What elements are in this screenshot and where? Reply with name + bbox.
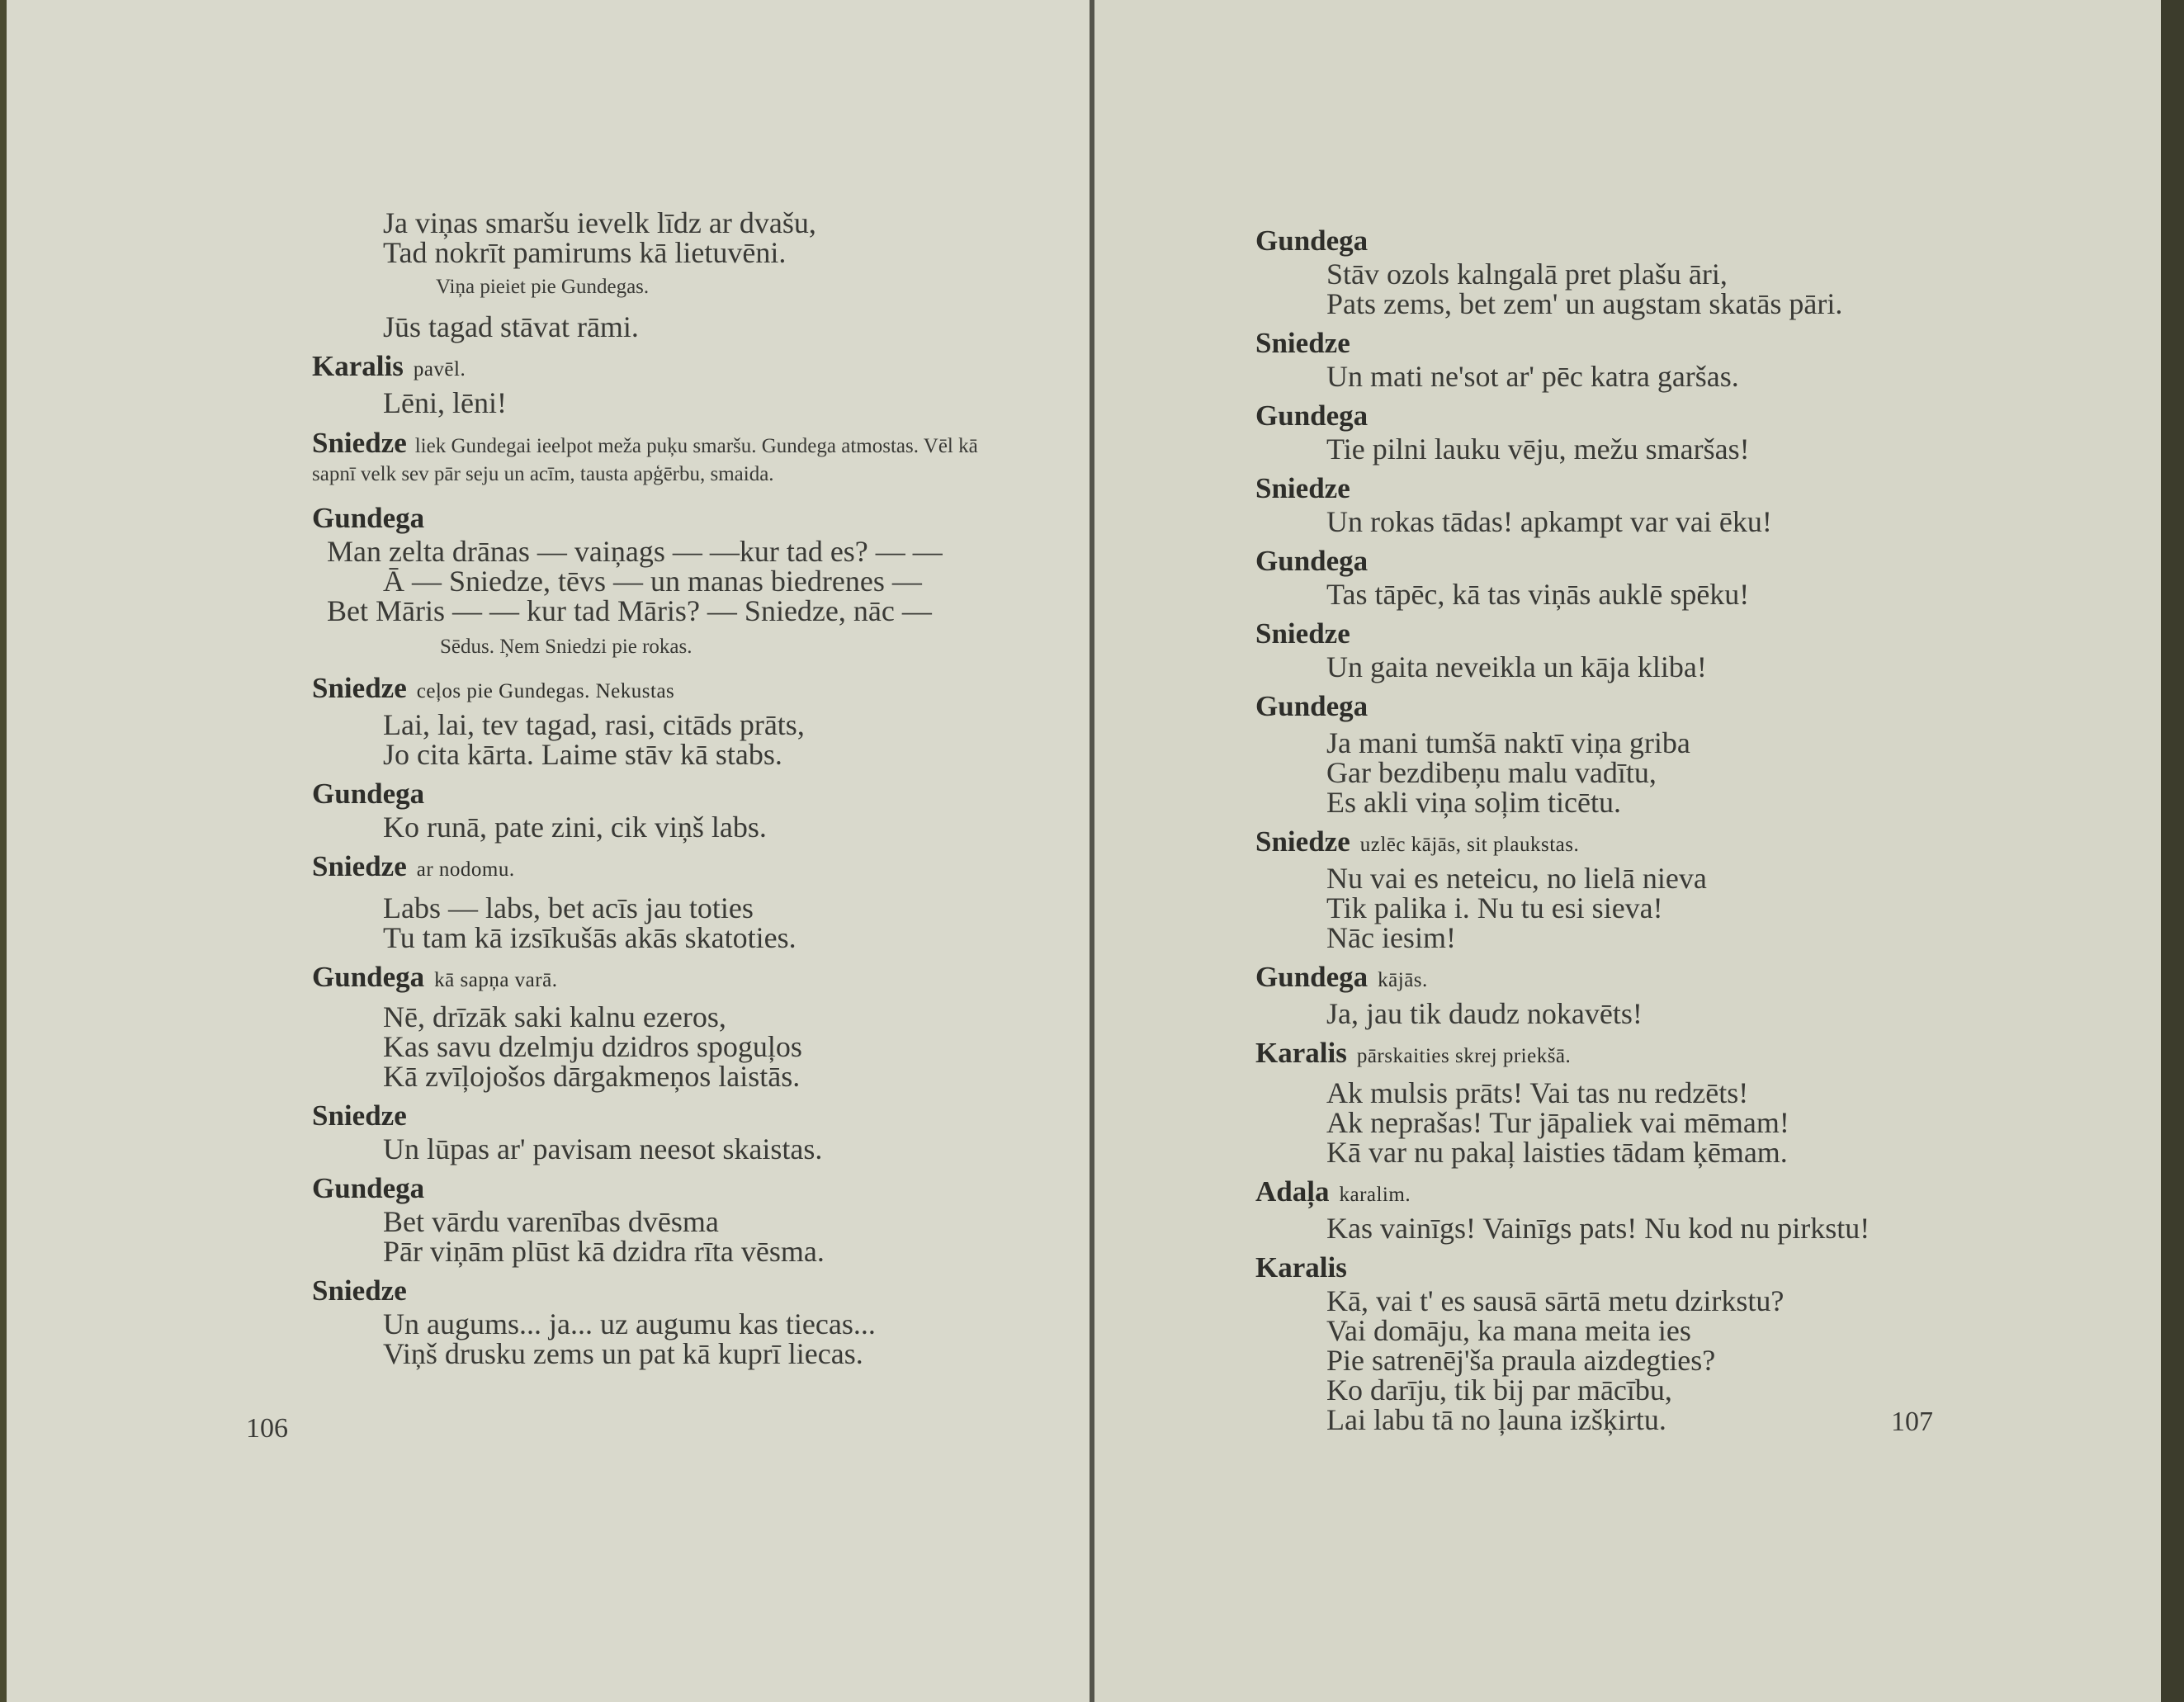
speaker-name: Gundega xyxy=(312,502,425,534)
verse-line: Nu vai es neteicu, no lielā nieva xyxy=(1326,862,1707,895)
verse-line: Vai domāju, ka mana meita ies xyxy=(1326,1314,1691,1347)
speaker-gundega xyxy=(312,1170,1022,1207)
verse-line: Pats zems, bet zem' un augstam skatās pāri. xyxy=(1326,287,1843,320)
verse-line: Kas vainīgs! Vainīgs pats! Nu kod nu pirkstu! xyxy=(1326,1212,1870,1245)
speaker-direction: uzlēc kājās, sit plaukstas. xyxy=(1359,834,1580,856)
speaker-sniedze xyxy=(312,1273,1022,1309)
verse-line: Un gaita neveikla un kāja kliba! xyxy=(1326,650,1707,683)
speaker-name: Sniedze xyxy=(1255,617,1350,650)
speaker-sniedze xyxy=(312,1098,1022,1134)
speaker-name: Sniedze xyxy=(312,427,407,459)
right-page xyxy=(1094,0,2174,1702)
left-page xyxy=(0,0,1090,1702)
speaker-name: Gundega xyxy=(1255,961,1369,993)
verse-line: Ja mani tumšā naktī viņa griba xyxy=(1326,726,1690,759)
verse-line: Kā, vai t' es sausā sārtā metu dzirkstu? xyxy=(1326,1284,1785,1317)
speaker-adala xyxy=(1255,1174,2163,1213)
verse-line: Tu tam kā izsīkušās akās skatoties. xyxy=(383,921,797,954)
right-page-text xyxy=(1255,216,2163,1435)
verse-line: Pie satrenēj'ša praula aizdegties? xyxy=(1326,1344,1716,1377)
speaker-sniedze xyxy=(1255,470,2163,507)
speaker-sniedze xyxy=(312,849,1022,888)
verse-line: Ja, jau tik daudz nokavēts! xyxy=(1326,997,1643,1030)
verse-line: Tik palika i. Nu tu esi sieva! xyxy=(1326,891,1663,924)
speaker-name: Sniedze xyxy=(1255,472,1350,504)
verse-line: Kā zvīļojošos dārgakmeņos laistās. xyxy=(383,1060,801,1093)
verse-line: Es akli viņa soļim ticētu. xyxy=(1326,786,1621,819)
verse-line: Viņš drusku zems un pat kā kuprī liecas. xyxy=(383,1337,863,1370)
verse-line: Nē, drīzāk saki kalnu ezeros, xyxy=(383,1000,726,1033)
verse-line: Jo cita kārta. Laime stāv kā stabs. xyxy=(383,738,782,771)
stage-direction-block xyxy=(312,429,1022,489)
speaker-direction: karalim. xyxy=(1339,1184,1411,1206)
speaker-name: Gundega xyxy=(1255,225,1369,257)
speaker-sniedze xyxy=(1255,824,2163,863)
speaker-name: Sniedze xyxy=(312,1099,407,1132)
speaker-name: Gundega xyxy=(312,1172,425,1204)
speaker-name: Sniedze xyxy=(312,672,407,704)
verse-line: Lēni, lēni! xyxy=(383,386,507,419)
stage-direction: liek Gundegai ieelpot meža puķu smaršu. Gundega atmostas. Vēl kā sapnī velk sev pār seju un acīm, tausta apģērbu, smaida. xyxy=(312,435,978,485)
speaker-gundega xyxy=(1255,543,2163,579)
speaker-name: Karalis xyxy=(1255,1251,1347,1284)
verse-line: Bet Māris — — kur tad Māris? — Sniedze, nāc — xyxy=(327,594,932,627)
verse-line: Tie pilni lauku vēju, mežu smaršas! xyxy=(1326,433,1750,466)
verse-line: Lai, lai, tev tagad, rasi, citāds prāts, xyxy=(383,708,805,741)
speaker-direction: kājās. xyxy=(1378,969,1428,991)
page-number: 107 xyxy=(1891,1407,1933,1437)
verse-line: Labs — labs, bet acīs jau toties xyxy=(383,891,754,924)
speaker-name: Sniedze xyxy=(312,1274,407,1307)
verse-line: Ja viņas smaršu ievelk līdz ar dvašu, xyxy=(383,206,816,239)
verse-line: Ak mulsis prāts! Vai tas nu redzēts! xyxy=(1326,1076,1749,1109)
speaker-gundega xyxy=(312,959,1022,999)
speaker-name: Sniedze xyxy=(1255,327,1350,359)
verse-line: Un augums... ja... uz augumu kas tiecas... xyxy=(383,1307,876,1340)
speaker-name: Sniedze xyxy=(312,850,407,882)
speaker-direction: kā sapņa varā. xyxy=(434,969,558,991)
speaker-direction: ceļos pie Gundegas. Nekustas xyxy=(416,680,675,702)
verse-line: Man zelta drānas — vaiņags — —kur tad es? — — xyxy=(327,535,943,568)
speaker-name: Adaļa xyxy=(1255,1175,1330,1208)
verse-line: Stāv ozols kalngalā pret plašu āri, xyxy=(1326,258,1728,291)
speaker-name: Sniedze xyxy=(1255,825,1350,858)
speaker-direction: pārskaities skrej priekšā. xyxy=(1356,1045,1572,1067)
speaker-karalis xyxy=(1255,1035,2163,1075)
speaker-direction: ar nodomu. xyxy=(416,858,515,881)
verse-line: Jūs tagad stāvat rāmi. xyxy=(383,310,639,343)
verse-line: Nāc iesim! xyxy=(1326,921,1456,954)
verse-line: Ak neprašas! Tur jāpaliek vai mēmam! xyxy=(1326,1106,1789,1139)
page-number: 106 xyxy=(246,1413,288,1444)
speaker-name: Karalis xyxy=(1255,1037,1347,1069)
verse-line: Pār viņām plūst kā dzidra rīta vēsma. xyxy=(383,1235,825,1268)
speaker-karalis xyxy=(1255,1250,2163,1286)
verse-line: Ko runā, pate zini, cik viņš labs. xyxy=(383,811,767,844)
stage-direction: Sēdus. Ņem Sniedzi pie rokas. xyxy=(440,636,693,658)
verse-line: Tas tāpēc, kā tas viņās auklē spēku! xyxy=(1326,578,1750,611)
book-edge xyxy=(2161,0,2184,1702)
speaker-gundega xyxy=(312,776,1022,812)
verse-line: Gar bezdibeņu malu vadītu, xyxy=(1326,756,1657,789)
speaker-gundega xyxy=(1255,398,2163,434)
speaker-name: Gundega xyxy=(1255,399,1369,432)
speaker-gundega xyxy=(1255,688,2163,725)
verse-line: Ko darīju, tik bij par mācību, xyxy=(1326,1373,1672,1407)
verse-line: Bet vārdu varenības dvēsma xyxy=(383,1205,719,1238)
stage-direction: Viņa pieiet pie Gundegas. xyxy=(436,276,650,298)
speaker-gundega xyxy=(312,500,1022,537)
speaker-sniedze xyxy=(312,670,1022,710)
verse-line: Lai labu tā no ļauna izšķirtu. xyxy=(1326,1403,1666,1436)
speaker-karalis xyxy=(312,348,1022,388)
verse-line: Kā var nu pakaļ laisties tādam ķēmam. xyxy=(1326,1136,1788,1169)
left-page-text xyxy=(312,208,1022,1369)
speaker-gundega xyxy=(1255,959,2163,999)
speaker-name: Karalis xyxy=(312,350,404,382)
verse-line: Un rokas tādas! apkampt var vai ēku! xyxy=(1326,505,1772,538)
speaker-name: Gundega xyxy=(312,778,425,810)
verse-line: Kas savu dzelmju dzidros spoguļos xyxy=(383,1030,802,1063)
verse-line: Un lūpas ar' pavisam neesot skaistas. xyxy=(383,1132,823,1165)
speaker-sniedze xyxy=(1255,616,2163,652)
speaker-direction: pavēl. xyxy=(413,358,466,381)
verse-line: Tad nokrīt pamirums kā lietuvēni. xyxy=(383,236,787,269)
verse-line: Un mati ne'sot ar' pēc katra garšas. xyxy=(1326,360,1739,393)
speaker-gundega xyxy=(1255,223,2163,259)
speaker-sniedze xyxy=(1255,325,2163,362)
speaker-name: Gundega xyxy=(1255,545,1369,577)
speaker-name: Gundega xyxy=(312,961,425,993)
verse-line: Ā — Sniedze, tēvs — un manas biedrenes — xyxy=(383,565,922,598)
speaker-name: Gundega xyxy=(1255,690,1369,722)
